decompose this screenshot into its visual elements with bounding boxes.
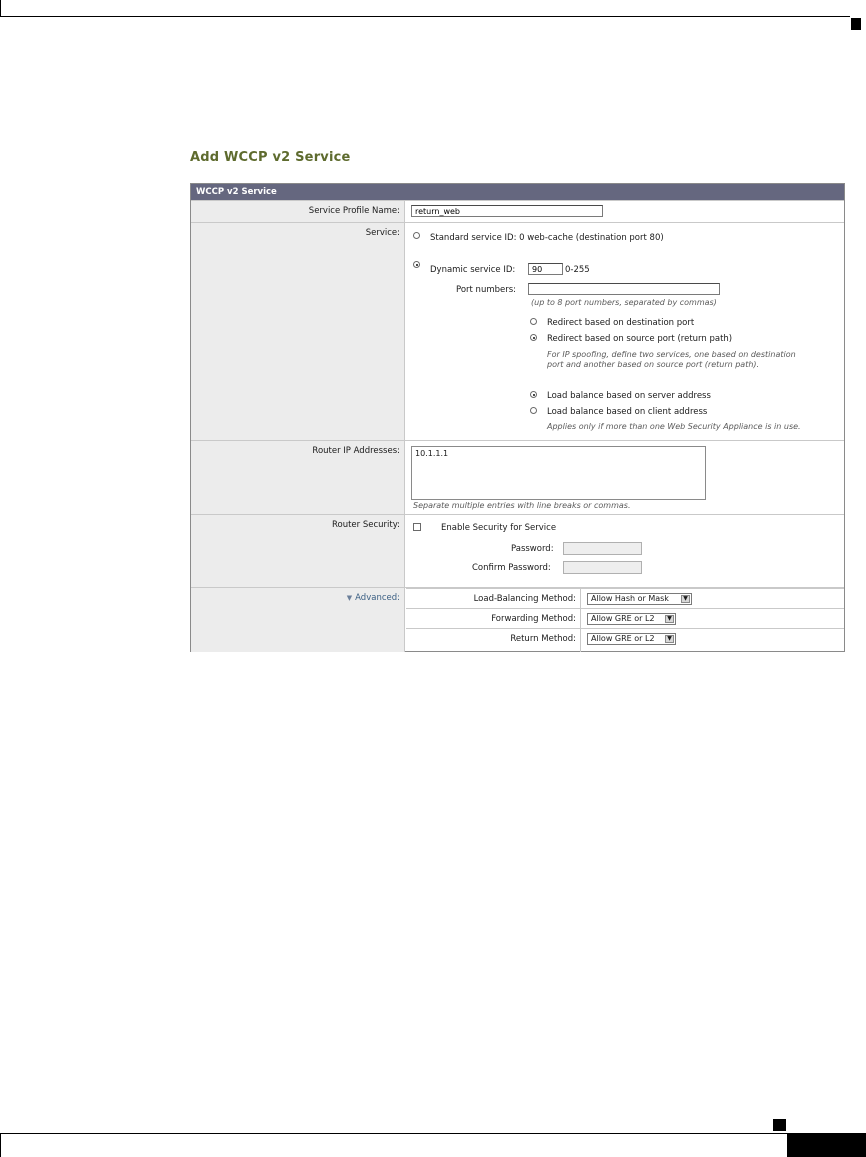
chevron-down-icon: ▼ [665,615,674,623]
page-title: Add WCCP v2 Service [190,150,351,165]
triangle-down-icon: ▼ [346,594,353,602]
standard-service-label: Standard service ID: 0 web-cache (destination port 80) [430,233,664,243]
top-corner-marker [851,18,861,30]
password-label: Password: [511,544,554,554]
chevron-down-icon: ▼ [665,635,674,643]
top-margin-tick [0,0,1,17]
redirect-source-radio[interactable] [530,334,537,341]
confirm-password-input[interactable] [563,561,642,574]
panel-header: WCCP v2 Service [191,184,844,200]
redirect-source-label: Redirect based on source port (return path) [547,334,733,344]
service-profile-label: Service Profile Name: [308,206,400,216]
return-row [406,628,844,652]
dynamic-service-label: Dynamic service ID: [430,265,516,275]
chevron-down-icon: ▼ [681,595,690,603]
router-ip-label: Router IP Addresses: [312,446,400,456]
redirect-hint-line2: port and another based on source port (return path). [547,360,760,369]
redirect-hint-line1: For IP spoofing, define two services, one based on destination [547,350,796,359]
advanced-toggle[interactable]: ▼ Advanced: [346,593,400,603]
dynamic-service-radio[interactable] [413,261,420,268]
router-ip-hint: Separate multiple entries with line breaks or commas. [413,501,631,510]
lb-hint: Applies only if more than one Web Security Appliance is in use. [547,422,801,431]
return-select[interactable]: Allow GRE or L2 ▼ [587,633,676,645]
top-rule [0,16,850,17]
service-profile-input[interactable]: return_web [411,205,603,217]
redirect-destination-radio[interactable] [530,318,537,325]
lb-client-radio[interactable] [530,407,537,414]
port-numbers-label: Port numbers: [456,285,517,295]
router-security-label: Router Security: [331,520,400,530]
bottom-page-marker [773,1119,786,1131]
lb-server-radio[interactable] [530,391,537,398]
service-row [191,222,844,440]
enable-security-label: Enable Security for Service [441,523,557,533]
load-balancing-label: Load-Balancing Method: [473,594,576,604]
service-profile-row [191,200,844,222]
lb-server-label: Load balance based on server address [547,391,711,401]
load-balancing-row [406,588,844,608]
return-label: Return Method: [510,634,576,644]
bottom-page-tab [787,1134,866,1157]
advanced-row [191,587,844,652]
forwarding-row [406,608,844,628]
redirect-destination-label: Redirect based on destination port [547,318,695,328]
dynamic-service-id-input[interactable]: 90 [528,263,563,275]
router-ip-row [191,440,844,514]
forwarding-label: Forwarding Method: [491,614,576,624]
confirm-password-label: Confirm Password: [472,563,551,573]
router-ip-textarea[interactable]: 10.1.1.1 [411,446,706,500]
enable-security-checkbox[interactable] [413,523,421,531]
standard-service-radio[interactable] [413,232,420,239]
load-balancing-select[interactable]: Allow Hash or Mask ▼ [587,593,692,605]
dynamic-range-label: 0-255 [565,265,590,275]
bottom-margin-tick [0,1133,1,1157]
password-input[interactable] [563,542,642,555]
port-numbers-hint: (up to 8 port numbers, separated by commas) [531,298,717,307]
forwarding-select[interactable]: Allow GRE or L2 ▼ [587,613,676,625]
router-security-row [191,514,844,587]
lb-client-label: Load balance based on client address [547,407,708,417]
wccp-service-panel [190,183,845,652]
service-label: Service: [365,228,400,238]
bottom-rule [0,1133,866,1134]
port-numbers-input[interactable] [528,283,720,295]
